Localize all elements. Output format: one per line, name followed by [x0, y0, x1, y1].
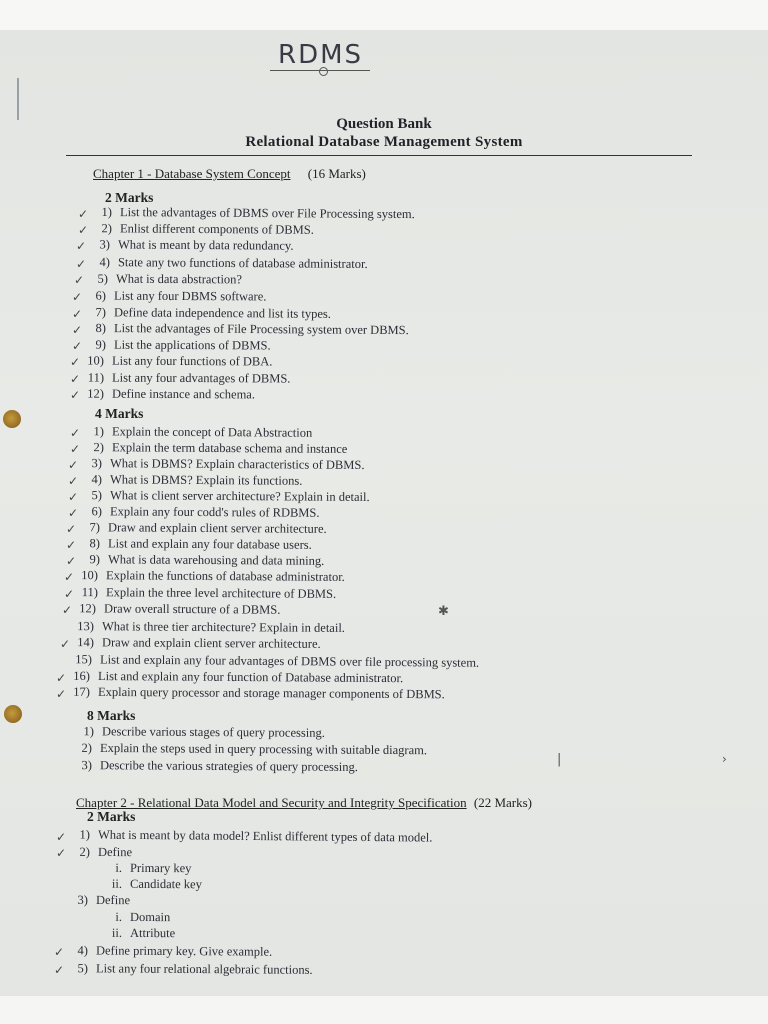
question-text: What is client server architecture? Explain in detail.	[109, 488, 370, 505]
question-text: List the applications of DBMS.	[113, 337, 271, 353]
chapter-2-2-marks-label: 2 Marks	[87, 809, 136, 824]
check-mark-icon: ✓	[66, 522, 77, 536]
chapter-2-title: Chapter 2 - Relational Data Model and Security and Integrity Specification	[76, 795, 467, 810]
question-number: 2)	[81, 740, 93, 755]
question-item	[72, 758, 358, 775]
question-number: 1)	[83, 724, 95, 739]
question-number: 13)	[77, 619, 95, 634]
question-number: 3)	[77, 892, 89, 907]
question-number: 1)	[79, 827, 91, 842]
check-mark-icon: ✓	[64, 587, 75, 601]
question-number: 15)	[75, 652, 93, 667]
check-mark-icon: ✓	[56, 830, 67, 844]
punch-hole	[3, 410, 21, 428]
pencil-star-mark: ✱	[438, 604, 449, 619]
question-item	[82, 472, 302, 489]
question-number: 3)	[91, 456, 103, 471]
check-mark-icon: ✓	[68, 458, 79, 472]
question-item	[90, 255, 368, 272]
question-item	[86, 289, 266, 305]
question-number: 4)	[91, 472, 103, 487]
question-number: i.	[115, 909, 123, 924]
question-text: Define data independence and list its types.	[113, 305, 332, 321]
question-number: 4)	[77, 943, 89, 958]
question-item	[82, 504, 320, 521]
question-number: 5)	[91, 488, 103, 503]
check-mark-icon: ✓	[72, 307, 83, 321]
question-number: 9)	[89, 552, 101, 567]
question-item	[72, 741, 427, 758]
top-margin	[0, 0, 768, 30]
question-number: 4)	[99, 255, 111, 270]
question-text: List any four relational algebraic functions.	[95, 961, 313, 977]
pencil-margin-mark	[17, 78, 19, 120]
check-mark-icon: ✓	[56, 671, 67, 685]
chapter-1-2-marks-label: 2 Marks	[105, 190, 154, 205]
question-number: i.	[115, 860, 123, 875]
question-text: Explain the term database schema and instance	[111, 440, 348, 456]
question-number: 12)	[87, 386, 105, 401]
question-item	[84, 424, 312, 441]
question-item	[92, 221, 314, 238]
question-text: What is data warehousing and data mining.	[107, 552, 325, 568]
question-text: List the advantages of DBMS over File Processing system.	[119, 205, 415, 222]
bottom-margin	[0, 996, 768, 1024]
document-title: Question Bank	[336, 116, 432, 132]
question-item	[76, 601, 280, 617]
question-text: List any four functions of DBA.	[111, 353, 273, 369]
question-text: Define primary key. Give example.	[95, 943, 273, 959]
question-number: 6)	[91, 504, 103, 519]
question-text: Explain the functions of database administrator.	[105, 568, 345, 584]
question-item	[102, 877, 202, 893]
question-text: Enlist different components of DBMS.	[119, 221, 314, 237]
question-item	[70, 685, 445, 703]
question-item	[92, 205, 415, 222]
check-mark-icon: ✓	[62, 603, 73, 617]
check-mark-icon: ✓	[76, 257, 87, 271]
question-text: State any two functions of database administrator.	[117, 255, 368, 271]
check-mark-icon: ✓	[78, 223, 89, 237]
chapter-1-marks: (16 Marks)	[307, 166, 366, 181]
chapter-1-4-marks-label: 4 Marks	[95, 406, 144, 421]
question-text: Explain the steps used in query processing with suitable diagram.	[99, 740, 428, 758]
question-item	[84, 354, 272, 370]
question-item	[102, 926, 175, 941]
question-number: 5)	[97, 271, 109, 286]
question-item	[82, 488, 370, 505]
pencil-stroke-mark: |	[557, 752, 562, 767]
question-text: Domain	[129, 909, 171, 925]
handwritten-title: RDMS	[278, 40, 364, 70]
question-text: What is data abstraction?	[115, 271, 243, 287]
question-text: Describe various stages of query processing.	[101, 724, 325, 740]
chapter-1-8-marks-label: 8 Marks	[87, 708, 136, 723]
question-text: Explain query processor and storage manager components of DBMS.	[97, 684, 445, 702]
check-mark-icon: ✓	[56, 687, 67, 701]
check-mark-icon: ✓	[70, 388, 81, 402]
question-item	[86, 338, 271, 354]
question-number: 16)	[73, 668, 91, 683]
check-mark-icon: ✓	[78, 207, 89, 221]
question-text: Primary key	[129, 860, 192, 876]
chapter-1-heading	[93, 166, 366, 182]
question-item	[82, 456, 365, 473]
question-item	[78, 568, 345, 585]
check-mark-icon: ✓	[54, 963, 65, 977]
question-item	[86, 305, 331, 322]
question-text: Describe the various strategies of query processing.	[99, 758, 358, 774]
question-item	[80, 520, 327, 537]
check-mark-icon: ✓	[72, 339, 83, 353]
question-text: List any four advantages of DBMS.	[111, 370, 291, 386]
question-number: 6)	[95, 288, 107, 303]
check-mark-icon: ✓	[70, 372, 81, 386]
question-number: ii.	[111, 925, 123, 940]
question-item	[84, 370, 291, 386]
punch-hole	[4, 705, 22, 723]
check-mark-icon: ✓	[70, 355, 81, 369]
check-mark-icon: ✓	[70, 442, 81, 456]
question-number: 11)	[81, 585, 99, 600]
question-item	[102, 861, 192, 876]
question-text: Explain the concept of Data Abstraction	[111, 424, 313, 440]
chapter-2-heading	[76, 795, 532, 811]
question-text: What is meant by data redundancy.	[117, 237, 294, 253]
check-mark-icon: ✓	[56, 846, 67, 860]
question-number: 11)	[87, 370, 105, 385]
pencil-arrow-mark: ›	[722, 752, 727, 766]
question-text: List any four DBMS software.	[113, 288, 267, 304]
question-number: 5)	[77, 961, 89, 976]
handwritten-circle-mark	[319, 67, 328, 76]
check-mark-icon: ✓	[60, 637, 71, 651]
question-item	[84, 440, 347, 457]
question-text: List and explain any four advantages of DBMS over file processing system.	[99, 652, 480, 670]
question-text: Explain the three level architecture of DBMS.	[105, 585, 337, 601]
check-mark-icon: ✓	[68, 474, 79, 488]
question-number: 3)	[81, 758, 93, 773]
check-mark-icon: ✓	[54, 945, 65, 959]
question-number: 17)	[73, 684, 91, 699]
question-item	[68, 961, 313, 978]
question-number: 14)	[77, 635, 95, 650]
question-item	[68, 893, 130, 908]
check-mark-icon: ✓	[72, 323, 83, 337]
check-mark-icon: ✓	[64, 570, 75, 584]
question-item	[84, 387, 255, 403]
check-mark-icon: ✓	[68, 506, 79, 520]
question-text: What is DBMS? Explain its functions.	[109, 472, 303, 488]
question-number: 1)	[101, 204, 113, 220]
question-text: Explain any four codd's rules of RDBMS.	[109, 504, 320, 520]
question-item	[70, 669, 403, 686]
question-number: 3)	[99, 237, 111, 252]
question-text: What is DBMS? Explain characteristics of DBMS.	[109, 456, 365, 472]
question-text: Candidate key	[129, 876, 202, 892]
question-text: Define	[95, 892, 131, 908]
question-item	[102, 910, 170, 925]
check-mark-icon: ✓	[66, 554, 77, 568]
question-text: What is three tier architecture? Explain in detail.	[101, 619, 346, 635]
question-number: 8)	[89, 536, 101, 551]
question-number: ii.	[111, 876, 123, 891]
question-item	[80, 536, 312, 553]
question-item	[78, 585, 336, 602]
question-item	[74, 724, 325, 741]
question-number: 12)	[79, 601, 97, 616]
question-number: 7)	[95, 305, 107, 320]
question-text: List and explain any four database users.	[107, 536, 312, 552]
question-item	[68, 943, 272, 959]
check-mark-icon: ✓	[68, 490, 79, 504]
question-item	[74, 635, 321, 652]
question-item	[70, 845, 132, 860]
question-number: 2)	[101, 221, 113, 236]
question-text: Define instance and schema.	[111, 386, 256, 402]
question-item	[90, 237, 294, 253]
question-item	[74, 619, 345, 636]
question-text: Define	[97, 844, 133, 860]
question-number: 7)	[89, 520, 101, 535]
check-mark-icon: ✓	[76, 239, 87, 253]
question-number: 9)	[95, 337, 107, 352]
header-rule	[66, 155, 692, 156]
question-text: List the advantages of File Processing system over DBMS.	[113, 321, 409, 338]
question-number: 10)	[81, 568, 99, 583]
check-mark-icon: ✓	[70, 426, 81, 440]
question-item	[88, 272, 242, 288]
question-number: 10)	[87, 353, 105, 368]
question-item	[70, 827, 433, 845]
question-number: 8)	[95, 320, 107, 336]
question-item	[86, 321, 409, 338]
question-text: Draw overall structure of a DBMS.	[103, 601, 281, 617]
question-text: Draw and explain client server architecture.	[107, 520, 327, 536]
check-mark-icon: ✓	[72, 290, 83, 304]
chapter-1-title: Chapter 1 - Database System Concept	[93, 166, 291, 181]
check-mark-icon: ✓	[66, 538, 77, 552]
question-item	[80, 552, 324, 569]
check-mark-icon: ✓	[74, 273, 85, 287]
document-subtitle: Relational Database Management System	[245, 134, 523, 150]
question-text: What is meant by data model? Enlist different types of data model.	[97, 827, 433, 845]
question-text: List and explain any four function of Database administrator.	[97, 669, 404, 686]
question-text: Attribute	[129, 925, 176, 941]
chapter-2-marks: (22 Marks)	[473, 795, 532, 810]
question-text: Draw and explain client server architecture.	[101, 635, 321, 651]
question-number: 2)	[79, 844, 91, 859]
question-number: 1)	[93, 424, 105, 439]
question-number: 2)	[93, 440, 105, 455]
